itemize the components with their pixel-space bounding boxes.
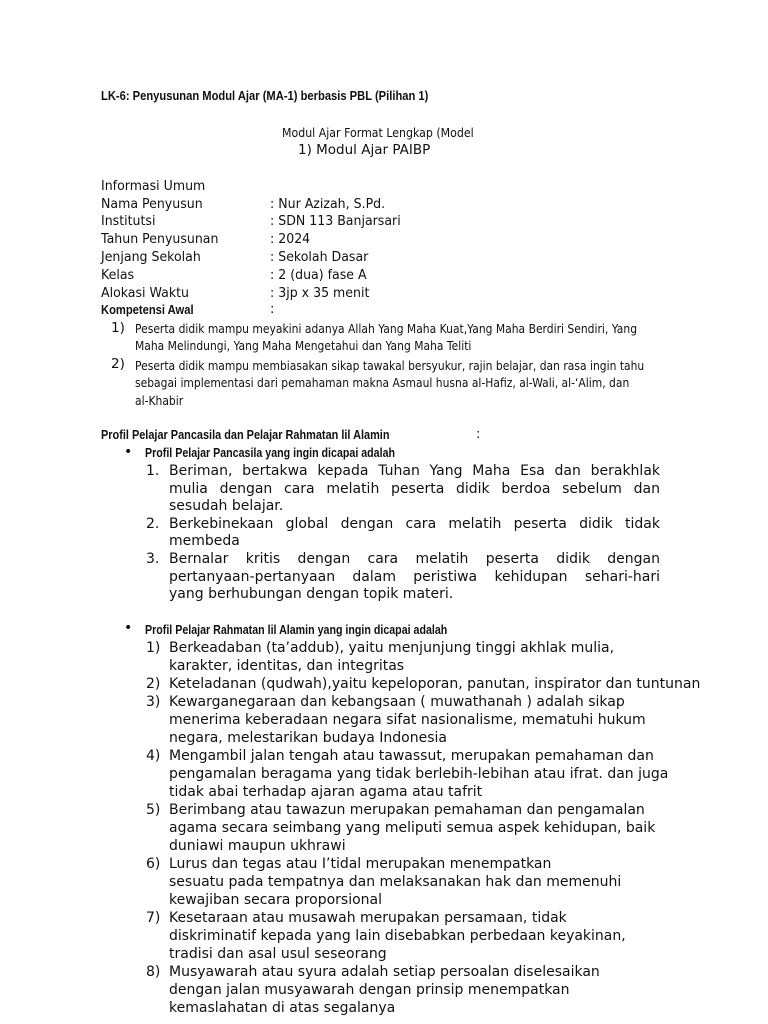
pancasila-3-line-1: Bernalar kritis dengan cara melatih peserta didik dengan	[169, 551, 660, 567]
info-value-nama: : Nur Azizah, S.Pd.	[270, 196, 386, 212]
info-label-alokasi: Alokasi Waktu	[101, 285, 189, 301]
rahmatan-5-line-3: duniawi maupun ukhrawi	[169, 838, 346, 854]
info-value-alokasi: : 3jp x 35 menit	[270, 285, 370, 301]
rahmatan-number-7: 7)	[146, 910, 161, 926]
info-label-nama: Nama Penyusun	[101, 196, 203, 212]
rahmatan-heading: Profil Pelajar Rahmatan lil Alamin yang ingin dicapai adalah	[145, 622, 448, 637]
rahmatan-4-line-2: pengamalan beragama yang tidak berlebih-lebihan atau ifrat. dan juga	[169, 766, 669, 782]
rahmatan-2-line-1: Keteladanan (qudwah),yaitu kepeloporan, panutan, inspirator dan tuntunan	[169, 676, 701, 692]
kompetensi-2-line-1: Peserta didik mampu membiasakan sikap tawakal bersyukur, rajin belajar, dan rasa ingin tahu	[135, 358, 645, 373]
subtitle-line-2: 1) Modul Ajar PAIBP	[298, 142, 431, 158]
kompetensi-colon: :	[270, 302, 275, 317]
kompetensi-number-1: 1)	[111, 320, 125, 336]
info-label-institusi: Institutsi	[101, 213, 156, 229]
info-label-kelas: Kelas	[101, 267, 135, 283]
pancasila-1-line-1: Beriman, bertakwa kepada Tuhan Yang Maha Esa dan berakhlak	[169, 463, 660, 479]
rahmatan-4-line-3: tidak abai terhadap ajaran agama atau tafrit	[169, 784, 483, 800]
rahmatan-6-line-2: sesuatu pada tempatnya dan melaksanakan hak dan memenuhi	[169, 874, 622, 890]
kompetensi-1-line-1: Peserta didik mampu meyakini adanya Allah Yang Maha Kuat,Yang Maha Berdiri Sendiri, Yang	[135, 321, 638, 336]
rahmatan-1-line-1: Berkeadaban (ta’addub), yaitu menjunjung tinggi akhlak mulia,	[169, 640, 615, 656]
pancasila-1-line-2: mulia dengan cara melatih peserta didik berdoa sebelum dan	[169, 481, 660, 497]
rahmatan-8-line-2: dengan jalan musyawarah dengan prinsip menempatkan	[169, 982, 570, 998]
rahmatan-3-line-1: Kewarganegaraan dan kebangsaan ( muwathanah ) adalah sikap	[169, 694, 625, 710]
rahmatan-8-line-1: Musyawarah atau syura adalah setiap persoalan diselesaikan	[169, 964, 600, 980]
rahmatan-1-line-2: karakter, identitas, dan integritas	[169, 658, 405, 674]
kompetensi-number-2: 2)	[111, 356, 125, 372]
rahmatan-number-5: 5)	[146, 802, 161, 818]
rahmatan-number-3: 3)	[146, 694, 161, 710]
rahmatan-3-line-2: menerima keberadaan negara sifat nasionalisme, mematuhi hukum	[169, 712, 646, 728]
rahmatan-3-line-3: negara, melestarikan budaya Indonesia	[169, 730, 447, 746]
kompetensi-1-line-2: Maha Melindungi, Yang Maha Mengetahui dan Yang Maha Teliti	[135, 338, 472, 353]
rahmatan-number-6: 6)	[146, 856, 161, 872]
rahmatan-number-8: 8)	[146, 964, 161, 980]
rahmatan-6-line-3: kewajiban secara proporsional	[169, 892, 382, 908]
pancasila-number-2: 2.	[146, 516, 160, 532]
rahmatan-7-line-1: Kesetaraan atau musawah merupakan persamaan, tidak	[169, 910, 567, 926]
rahmatan-4-line-1: Mengambil jalan tengah atau tawassut, merupakan pemahaman dan	[169, 748, 654, 764]
pancasila-number-3: 3.	[146, 551, 160, 567]
info-value-institusi: : SDN 113 Banjarsari	[270, 213, 401, 229]
rahmatan-5-line-2: agama secara seimbang yang meliputi semua aspek kehidupan, baik	[169, 820, 656, 836]
pancasila-3-line-3: yang berhubungan dengan topik materi.	[169, 586, 454, 602]
rahmatan-number-4: 4)	[146, 748, 161, 764]
rahmatan-8-line-3: kemaslahatan di atas segalanya	[169, 1000, 396, 1016]
rahmatan-7-line-2: diskriminatif kepada yang lain disebabkan perbedaan keyakinan,	[169, 928, 626, 944]
info-value-kelas: : 2 (dua) fase A	[270, 267, 367, 283]
pancasila-number-1: 1.	[146, 463, 160, 479]
rahmatan-number-1: 1)	[146, 640, 161, 656]
kompetensi-2-line-3: al-Khabir	[135, 393, 184, 408]
subtitle-line-1: Modul Ajar Format Lengkap (Model	[282, 125, 474, 140]
rahmatan-7-line-3: tradisi dan asal usul seseorang	[169, 946, 387, 962]
rahmatan-6-line-1: Lurus dan tegas atau I’tidal merupakan menempatkan	[169, 856, 552, 872]
pancasila-3-line-2: pertanyaan-pertanyaan dalam peristiwa kehidupan sehari-hari	[169, 569, 660, 585]
pancasila-heading: Profil Pelajar Pancasila yang ingin dicapai adalah	[145, 445, 396, 460]
kompetensi-2-line-2: sebagai implementasi dari pemahaman makna Asmaul husna al-Hafiz, al-Wali, al-‘Alim, dan	[135, 375, 630, 390]
info-label-jenjang: Jenjang Sekolah	[101, 249, 201, 265]
info-label-tahun: Tahun Penyusunan	[101, 231, 219, 247]
pancasila-1-line-3: sesudah belajar.	[169, 498, 284, 514]
info-heading: Informasi Umum	[101, 178, 206, 194]
pancasila-2-line-1: Berkebinekaan global dengan cara melatih peserta didik tidak	[169, 516, 660, 532]
info-value-tahun: : 2024	[270, 231, 311, 247]
bullet-icon: •	[124, 444, 133, 460]
rahmatan-5-line-1: Berimbang atau tawazun merupakan pemahaman dan pengamalan	[169, 802, 645, 818]
kompetensi-heading: Kompetensi Awal	[101, 302, 194, 317]
document-title: LK-6: Penyusunan Modul Ajar (MA-1) berbasis PBL (Pilihan 1)	[101, 88, 429, 103]
pancasila-2-line-2: membeda	[169, 533, 240, 549]
profil-colon: :	[476, 427, 481, 442]
info-value-jenjang: : Sekolah Dasar	[270, 249, 369, 265]
rahmatan-number-2: 2)	[146, 676, 161, 692]
profil-heading: Profil Pelajar Pancasila dan Pelajar Rahmatan lil Alamin	[101, 427, 390, 442]
bullet-icon: •	[124, 620, 133, 636]
